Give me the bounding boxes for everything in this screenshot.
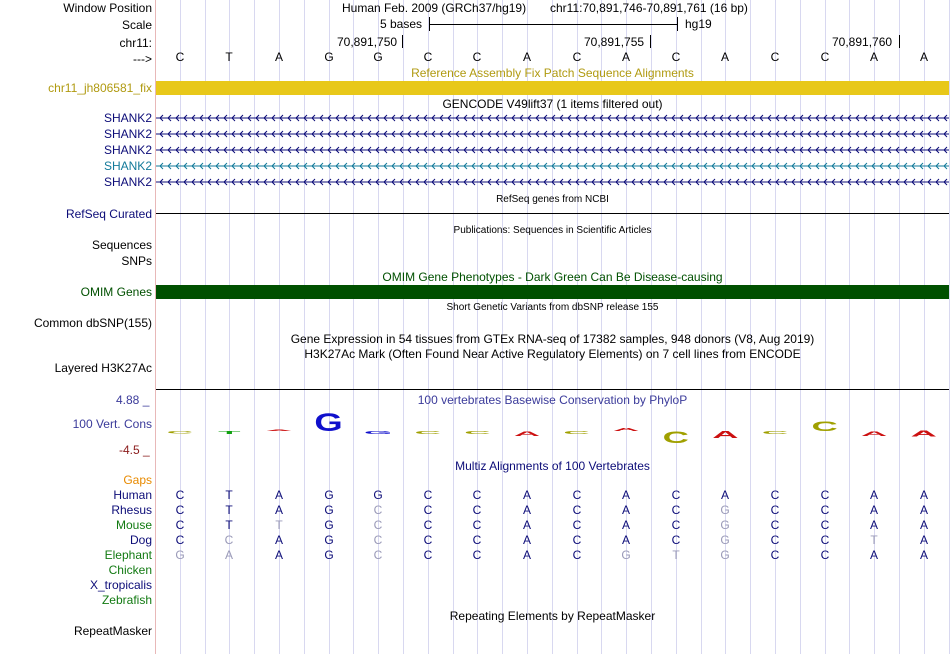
alignment-base: C [671,503,681,517]
base-letter: C [770,50,780,64]
scale-bar-right-tick [677,17,678,31]
sequences-label[interactable]: Sequences [91,238,152,252]
conservation-label[interactable]: 100 Vert. Cons [72,417,152,431]
h3k27ac-track-title: H3K27Ac Mark (Often Found Near Active Regulatory Elements) on 7 cell lines from ENCODE [304,347,801,361]
conservation-logo-letter: C [563,430,590,436]
alignment-base: A [869,503,878,517]
conservation-logo-letter: A [513,429,541,438]
h3k27ac-label[interactable]: Layered H3K27Ac [54,361,152,375]
alignment-base: A [869,488,878,502]
ruler-tick [402,35,403,48]
alignment-base: C [770,488,780,502]
repeatmasker-track-title: Repeating Elements by RepeatMasker [449,609,656,623]
alignment-base: C [572,518,582,532]
conservation-logo-letter: A [712,429,739,441]
conservation-logo-letter: C [464,430,491,436]
alignment-base: C [373,533,383,547]
alignment-base: T [870,533,878,547]
base-letter: C [175,50,185,64]
alignment-base: G [324,488,334,502]
alignment-base: C [820,488,830,502]
alignment-base: A [621,518,630,532]
alignment-base: C [423,518,433,532]
dbsnp-label[interactable]: Common dbSNP(155) [33,316,152,330]
species-label[interactable]: Rhesus [111,503,152,517]
conservation-logo-letter: A [265,429,293,432]
alignment-base: C [671,533,681,547]
species-label[interactable]: Chicken [108,563,152,577]
conservation-logo-letter: C [662,428,689,448]
gencode-transcript-line[interactable] [156,145,949,155]
omim-track-title: OMIM Gene Phenotypes - Dark Green Can Be Disease-causing [382,270,723,284]
alignment-base: C [423,488,433,502]
species-label[interactable]: Elephant [104,548,152,562]
alignment-base: G [720,518,730,532]
conservation-logo-letter: C [166,430,193,435]
chrom-label: chr11: [119,36,152,50]
alignment-base: C [820,548,830,562]
alignment-base: C [423,548,433,562]
base-letter: A [621,50,630,64]
alignment-base: G [621,548,631,562]
alignment-base: A [869,518,878,532]
alignment-base: C [572,533,582,547]
conservation-max: 4.88 _ [116,393,150,407]
gtex-track-title: Gene Expression in 54 tissues from GTEx RNA-seq of 17382 samples, 948 donors (V8, Aug 2019) [290,332,815,346]
alignment-base: C [671,488,681,502]
alignment-base: C [472,488,482,502]
base-letter: T [225,50,233,64]
repeatmasker-label[interactable]: RepeatMasker [73,624,152,638]
alignment-base: A [522,488,531,502]
alignment-base: C [572,548,582,562]
species-label[interactable]: Mouse [115,518,152,532]
conservation-logo-letter: A [910,429,937,439]
alignment-base: C [820,533,830,547]
base-letter: G [324,50,334,64]
alignment-base: A [720,488,729,502]
conservation-logo-letter: C [414,430,441,436]
gencode-transcript-line[interactable] [156,113,949,123]
scale-db: hg19 [685,17,712,31]
alignment-base: A [919,518,928,532]
alignment-base: C [423,533,433,547]
dbsnp-track-title: Short Genetic Variants from dbSNP release 155 [446,302,659,313]
conservation-logo-letter: C [761,430,789,436]
alignment-base: T [225,518,233,532]
alignment-base: G [175,548,185,562]
h3k27ac-baseline [156,389,949,390]
alignment-base: C [175,518,185,532]
gencode-transcript-line[interactable] [156,161,949,171]
alignment-base: G [720,533,730,547]
alignment-base: G [324,518,334,532]
alignment-base: A [224,548,233,562]
scale-label: Scale [121,18,152,32]
alignment-base: A [522,548,531,562]
alignment-base: G [720,548,730,562]
species-label[interactable]: Dog [129,533,152,547]
gencode-gene-label[interactable]: SHANK2 [103,159,152,173]
alignment-base: A [522,503,531,517]
assembly-name: Human Feb. 2009 (GRCh37/hg19) [342,1,527,15]
alignment-base: G [324,503,334,517]
alignment-base: G [373,488,383,502]
gencode-track-title: GENCODE V49lift37 (1 items filtered out) [442,97,663,111]
gencode-gene-label[interactable]: SHANK2 [103,175,152,189]
alignment-base: C [472,548,482,562]
conservation-logo-letter: C [811,418,838,434]
alignment-base: A [274,488,283,502]
alignment-base: C [175,533,185,547]
species-label[interactable]: X_tropicalis [89,578,152,592]
fix-patch-bar[interactable] [156,81,949,95]
conservation-logo-letter: T [218,430,241,436]
alignment-base: G [324,548,334,562]
alignment-base: C [572,488,582,502]
multiz-track-title: Multiz Alignments of 100 Vertebrates [455,459,650,473]
alignment-base: T [672,548,680,562]
snps-label[interactable]: SNPs [121,254,152,268]
alignment-base: C [770,548,780,562]
alignment-base: C [175,488,185,502]
alignment-base: C [373,518,383,532]
base-letter: A [720,50,729,64]
alignment-base: C [770,518,780,532]
conservation-logo-letter: G [314,408,343,437]
alignment-base: T [275,518,283,532]
alignment-base: C [175,503,185,517]
alignment-base: C [820,518,830,532]
alignment-base: C [373,503,383,517]
base-letter: C [423,50,433,64]
ruler-tick [650,35,651,48]
alignment-base: C [770,503,780,517]
ruler-tick-label: 70,891,755 [584,35,645,49]
alignment-base: C [820,503,830,517]
alignment-base: A [522,518,531,532]
gencode-transcript-line[interactable] [156,129,949,139]
alignment-base: T [225,488,233,502]
alignment-base: G [720,503,730,517]
strand-label: ---> [133,52,152,66]
alignment-base: A [274,503,283,517]
alignment-base: C [224,533,234,547]
refseq-track-title: RefSeq genes from NCBI [496,194,609,205]
alignment-base: C [572,503,582,517]
alignment-base: T [225,503,233,517]
scale-value: 5 bases [380,17,423,31]
alignment-base: A [621,533,630,547]
gencode-gene-label[interactable]: SHANK2 [103,111,152,125]
refseq-label[interactable]: RefSeq Curated [65,207,152,221]
window-position-label: Window Position [63,1,152,15]
alignment-base: A [919,533,928,547]
ruler-tick-label: 70,891,760 [832,35,893,49]
alignment-base: C [373,548,383,562]
fix-patch-track-title: Reference Assembly Fix Patch Sequence Alignments [411,66,694,80]
alignment-base: A [919,548,928,562]
base-letter: C [572,50,582,64]
conservation-logo-letter: G [364,430,393,436]
base-letter: A [919,50,928,64]
conservation-logo[interactable] [156,405,949,455]
species-label[interactable]: Human [113,488,152,502]
alignment-base: G [324,533,334,547]
gencode-gene-label[interactable]: SHANK2 [103,127,152,141]
conservation-min: -4.5 _ [119,443,150,457]
ruler-tick [899,35,900,48]
base-letter: A [869,50,878,64]
alignment-base: C [472,533,482,547]
alignment-base: A [621,488,630,502]
alignment-base: C [472,503,482,517]
conservation-track-title: 100 vertebrates Basewise Conservation by PhyloP [417,393,688,407]
alignment-base: C [472,518,482,532]
base-letter: A [522,50,531,64]
alignment-base: C [423,503,433,517]
gencode-gene-label[interactable]: SHANK2 [103,143,152,157]
gaps-label[interactable]: Gaps [123,473,152,487]
conservation-logo-letter: A [861,429,888,438]
alignment-base: A [522,533,531,547]
base-letter: C [671,50,681,64]
alignment-base: A [869,548,878,562]
base-letter: C [820,50,830,64]
base-letter: C [472,50,482,64]
alignment-base: A [274,548,283,562]
alignment-base: A [919,488,928,502]
ruler-tick-label: 70,891,750 [337,35,398,49]
gencode-transcript-line[interactable] [156,177,949,187]
conservation-logo-letter: A [613,427,640,433]
scale-bar [429,24,677,25]
base-letter: A [274,50,283,64]
alignment-base: C [770,533,780,547]
alignment-base: A [274,533,283,547]
refseq-gene-line[interactable] [156,213,949,214]
publications-track-title: Publications: Sequences in Scientific Articles [453,225,652,236]
base-letter: G [373,50,383,64]
alignment-base: A [621,503,630,517]
window-position-value: chr11:70,891,746-70,891,761 (16 bp) [550,1,748,15]
alignment-base: A [919,503,928,517]
fix-patch-label[interactable]: chr11_jh806581_fix [48,81,152,95]
alignment-base: C [671,518,681,532]
species-label[interactable]: Zebrafish [101,593,152,607]
omim-label[interactable]: OMIM Genes [80,285,152,299]
omim-bar[interactable] [156,285,949,299]
